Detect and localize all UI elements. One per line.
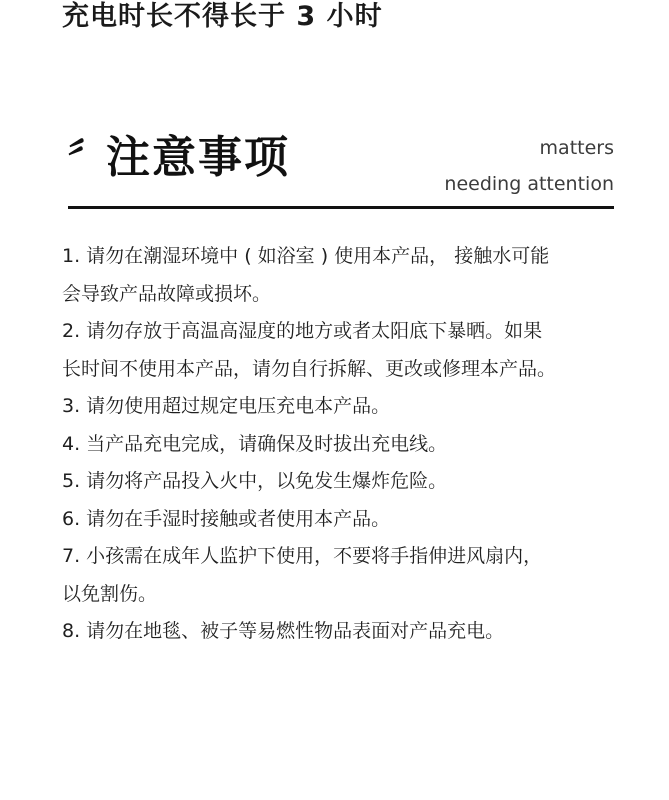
list-item-line: 3. 请勿使用超过规定电压充电本产品。 [62, 395, 391, 417]
list-item-line: 4. 当产品充电完成，请确保及时拔出充电线。 [62, 432, 448, 455]
list-item [62, 538, 622, 613]
english-subtitle-line-2: needing attention [444, 173, 614, 195]
list-item [62, 463, 622, 501]
list-item-line: 6. 请勿在手湿时接触或者使用本产品。 [62, 507, 391, 530]
list-item-line: 长时间不使用本产品，请勿自行拆解、更改或修理本产品。 [62, 357, 557, 380]
list-item-line: 5. 请勿将产品投入火中，以免发生爆炸危险。 [62, 470, 448, 492]
english-subtitle [444, 130, 614, 202]
list-item-line: 会导致产品故障或损坏。 [62, 282, 272, 305]
list-item [62, 313, 622, 388]
list-item-line: 8. 请勿在地毯、被子等易燃性物品表面对产品充电。 [62, 620, 505, 642]
list-item [62, 426, 622, 464]
precautions-list [62, 238, 622, 651]
list-item [62, 238, 622, 313]
english-subtitle-line-1: matters [539, 137, 614, 159]
list-item [62, 388, 622, 426]
section-title: 注意事项 [106, 132, 290, 183]
list-item-line: 以免割伤。 [62, 582, 158, 605]
title-group [62, 128, 290, 188]
quote-mark-icon: 〞 [62, 136, 98, 183]
precautions-header [62, 128, 614, 208]
charging-time-note: 充电时长不得长于 3 小时 [62, 1, 383, 32]
header-divider [68, 206, 614, 209]
list-item-line: 2. 请勿存放于高温高湿度的地方或者太阳底下暴晒。如果 [62, 320, 543, 342]
list-item-line: 7. 小孩需在成年人监护下使用，不要将手指伸进风扇内， [62, 545, 543, 567]
list-item [62, 501, 622, 539]
list-item-line: 1. 请勿在潮湿环境中 ( 如浴室 ) 使用本产品， 接触水可能 [62, 245, 550, 267]
list-item [62, 613, 622, 651]
